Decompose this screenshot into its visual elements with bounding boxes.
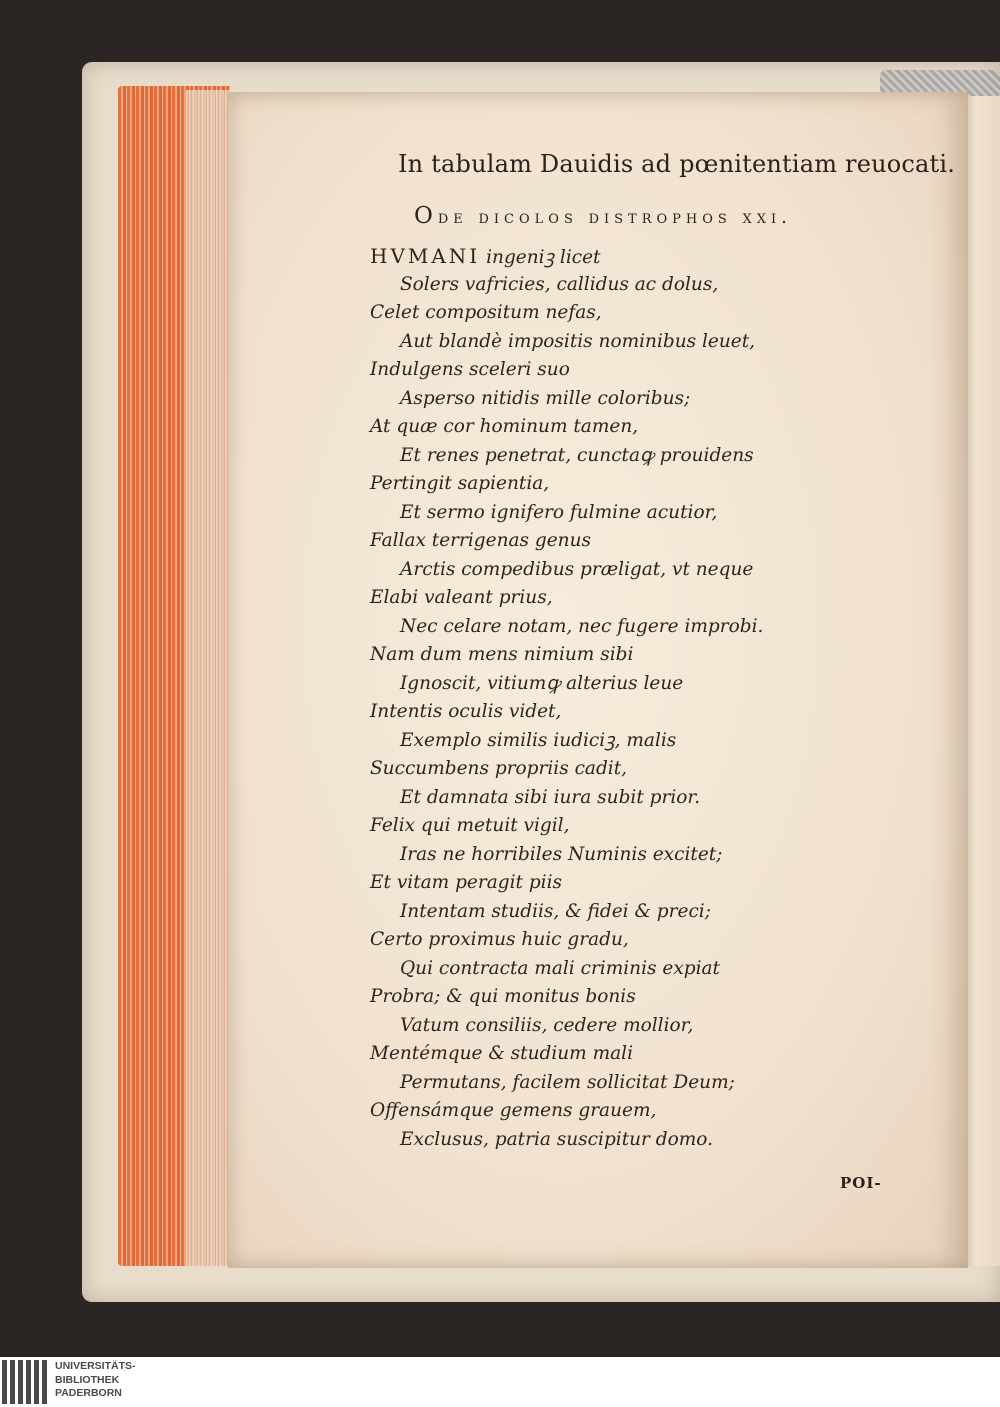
poem-line: Felix qui metuit vigil, [370, 815, 570, 836]
ode-heading-initial: O [414, 203, 438, 229]
poem-line: Et vitam peragit piis [370, 872, 562, 893]
ode-heading [414, 203, 874, 229]
poem-line: Intentis oculis videt, [370, 701, 562, 722]
poem-line: Nec celare notam, nec fugere improbi. [400, 615, 764, 637]
poem-line: Ignoscit, vitiumꝙ alterius leue [400, 672, 684, 694]
poem-line: Certo proximus huic gradu, [370, 929, 629, 950]
poem-line: Vatum consiliis, cedere mollior, [400, 1014, 694, 1036]
logo-line: PADERBORN [55, 1387, 122, 1399]
poem-line: Probra; & qui monitus bonis [370, 986, 636, 1007]
page-title: In tabulam Dauidis ad pœnitentiam reuocati. [398, 150, 956, 178]
poem-line: Et renes penetrat, cunctaꝙ prouidens [400, 444, 754, 466]
library-logo-text [55, 1360, 136, 1401]
poem-line: Et sermo ignifero fulmine acutior, [400, 501, 718, 523]
poem-line: Et damnata sibi iura subit prior. [400, 786, 701, 808]
ode-heading-rest: de dicolos distrophos xxi. [437, 207, 792, 228]
poem-line: Indulgens sceleri suo [370, 359, 570, 380]
poem-line: Nam dum mens nimium sibi [370, 644, 634, 665]
poem-line: Exemplo similis iudiciꝫ, malis [400, 729, 677, 751]
poem-first-rest: ingeniꝫ licet [486, 247, 601, 268]
poem-line: Asperso nitidis mille coloribus; [400, 387, 691, 409]
library-footer [0, 1357, 1000, 1407]
poem-line: Iras ne horribiles Numinis excitet; [400, 843, 723, 865]
poem-line: Pertingit sapientia, [370, 473, 550, 494]
poem-first-word: HVMANI [370, 244, 481, 268]
poem-line: Offensámque gemens grauem, [370, 1100, 657, 1121]
poem-text [370, 242, 840, 1154]
poem-line: Succumbens propriis cadit, [370, 758, 628, 779]
page-stack [186, 90, 230, 1266]
poem-line: Elabi valeant prius, [370, 587, 553, 608]
poem-line: Mentémque & studium mali [370, 1043, 634, 1064]
poem-line: At quæ cor hominum tamen, [370, 416, 639, 437]
logo-line: UNIVERSITÄTS- [55, 1360, 136, 1372]
poem-line: Arctis compedibus præligat, vt neque [400, 558, 754, 580]
poem-line: Fallax terrigenas genus [370, 530, 591, 551]
poem-line: Aut blandè impositis nominibus leuet, [400, 330, 756, 352]
poem-line: Permutans, facilem sollicitat Deum; [400, 1071, 735, 1093]
poem-line: Qui contracta mali criminis expiat [400, 957, 720, 979]
poem-line [370, 242, 840, 271]
poem-line: Solers vafricies, callidus ac dolus, [400, 273, 719, 295]
poem-line: Intentam studiis, & fidei & preci; [400, 900, 711, 922]
poem-line: Exclusus, patria suscipitur domo. [400, 1128, 714, 1150]
catchword: POI- [840, 1174, 882, 1192]
poem-line: Celet compositum nefas, [370, 302, 602, 323]
library-logo-icon [2, 1360, 48, 1404]
logo-line: BIBLIOTHEK [55, 1373, 120, 1386]
